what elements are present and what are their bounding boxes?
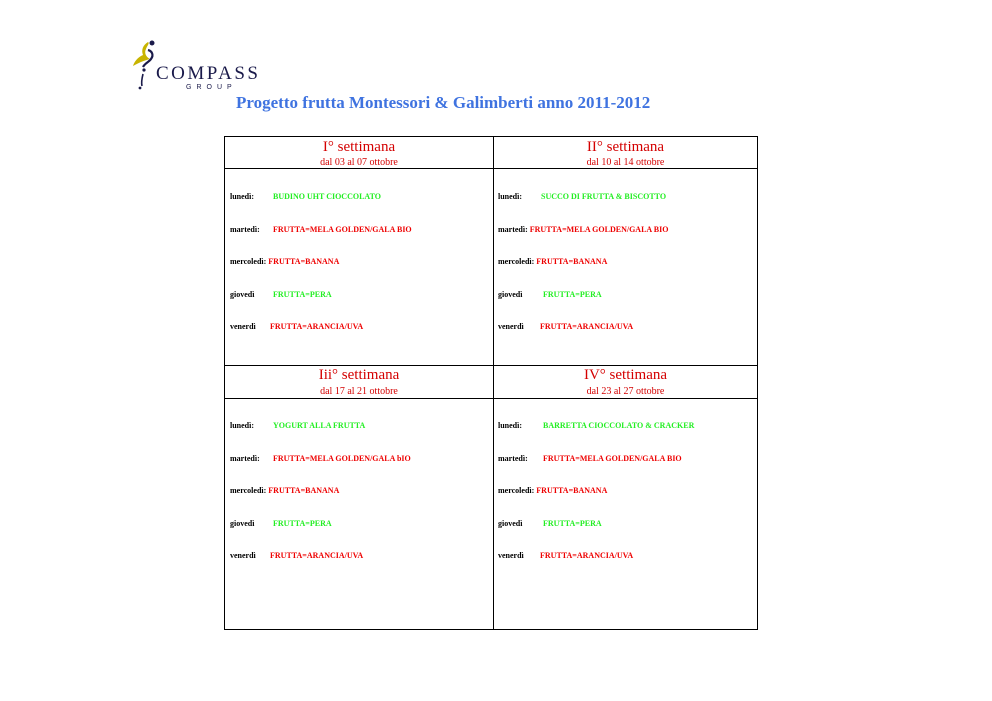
day-label: giovedì [498, 519, 523, 528]
week-4-dates: dal 23 al 27 ottobre [586, 386, 665, 397]
day-label: lunedì: [498, 192, 523, 201]
day-food: FRUTTA=MELA GOLDEN/GALA BIO [543, 454, 682, 463]
week-4-day-5 [498, 551, 633, 560]
day-label: lunedì: [230, 421, 255, 430]
week-2-dates: dal 10 al 14 ottobre [586, 157, 665, 168]
day-label: lunedì: [230, 192, 255, 201]
week-1-day-3 [230, 257, 339, 266]
week-3-dates: dal 17 al 21 ottobre [320, 386, 398, 397]
day-food: YOGURT ALLA FRUTTA [273, 421, 366, 430]
day-label: martedì: [498, 225, 528, 234]
week-1-day-1 [230, 192, 381, 201]
day-label: lunedì: [498, 421, 523, 430]
day-label: mercoledì: [230, 486, 267, 495]
day-food: BARRETTA CIOCCOLATO & CRACKER [543, 421, 695, 430]
week-1-dates: dal 03 al 07 ottobre [320, 157, 398, 168]
day-food: FRUTTA=MELA GOLDEN/GALA BIO [529, 225, 669, 234]
week-1-day-4 [230, 290, 332, 299]
day-food: FRUTTA=BANANA [536, 257, 608, 266]
day-label: martedì: [230, 454, 260, 463]
day-food: SUCCO DI FRUTTA & BISCOTTO [541, 192, 667, 201]
day-label: giovedì [230, 519, 255, 528]
day-label: venerdì [230, 322, 256, 331]
day-food: BUDINO UHT CIOCCOLATO [273, 192, 382, 201]
week-1-day-2 [230, 225, 412, 234]
week-4-day-4 [498, 519, 602, 528]
week-3-day-1 [230, 421, 365, 430]
week-2-day-1 [498, 192, 666, 201]
week-2-day-5 [498, 322, 633, 331]
week-3-day-3 [230, 486, 339, 495]
day-food: FRUTTA=ARANCIA/UVA [270, 322, 364, 331]
day-label: mercoledì: [230, 257, 267, 266]
day-label: giovedì [498, 290, 523, 299]
grid-header-divider-bottom [225, 398, 757, 399]
day-food: FRUTTA=ARANCIA/UVA [540, 551, 634, 560]
day-food: FRUTTA=PERA [543, 290, 602, 299]
week-4-day-3 [498, 486, 607, 495]
day-label: mercoledì: [498, 486, 535, 495]
week-2-title: II° settimana [586, 139, 665, 155]
week-3-title: Iii° settimana [318, 367, 400, 383]
day-food: FRUTTA=MELA GOLDEN/GALA BIO [273, 225, 412, 234]
day-food: FRUTTA=ARANCIA/UVA [540, 322, 634, 331]
week-4-day-1 [498, 421, 694, 430]
grid-header-divider-top [225, 168, 757, 169]
day-food: FRUTTA=PERA [273, 519, 332, 528]
day-label: martedì: [498, 454, 528, 463]
day-label: martedì: [230, 225, 260, 234]
logo-wordmark: COMPASS [156, 63, 261, 84]
weekly-menu-grid [224, 136, 758, 630]
day-food: FRUTTA=ARANCIA/UVA [270, 551, 364, 560]
week-1-title: I° settimana [322, 139, 396, 155]
day-label: venerdì [498, 322, 524, 331]
logo-subtitle: GROUP [186, 84, 237, 91]
page-title: Progetto frutta Montessori & Galimberti anno 2011-2012 [236, 93, 651, 112]
day-food: FRUTTA=BANANA [268, 257, 340, 266]
day-food: FRUTTA=BANANA [268, 486, 340, 495]
day-label: mercoledì: [498, 257, 535, 266]
day-food: FRUTTA=BANANA [536, 486, 608, 495]
day-food: FRUTTA=PERA [543, 519, 602, 528]
day-label: giovedì [230, 290, 255, 299]
day-food: FRUTTA=PERA [273, 290, 332, 299]
week-1-day-5 [230, 322, 363, 331]
week-4-title: IV° settimana [583, 367, 668, 383]
grid-middle-divider [225, 365, 757, 366]
compass-group-logo [128, 38, 278, 94]
week-3-day-5 [230, 551, 363, 560]
week-4-day-2 [498, 454, 682, 463]
day-label: venerdì [230, 551, 256, 560]
week-3-day-4 [230, 519, 332, 528]
week-3-day-2 [230, 454, 411, 463]
week-2-day-3 [498, 257, 607, 266]
day-food: FRUTTA=MELA GOLDEN/GALA bIO [273, 454, 411, 463]
week-2-day-2 [498, 225, 668, 234]
week-2-day-4 [498, 290, 602, 299]
day-label: venerdì [498, 551, 524, 560]
